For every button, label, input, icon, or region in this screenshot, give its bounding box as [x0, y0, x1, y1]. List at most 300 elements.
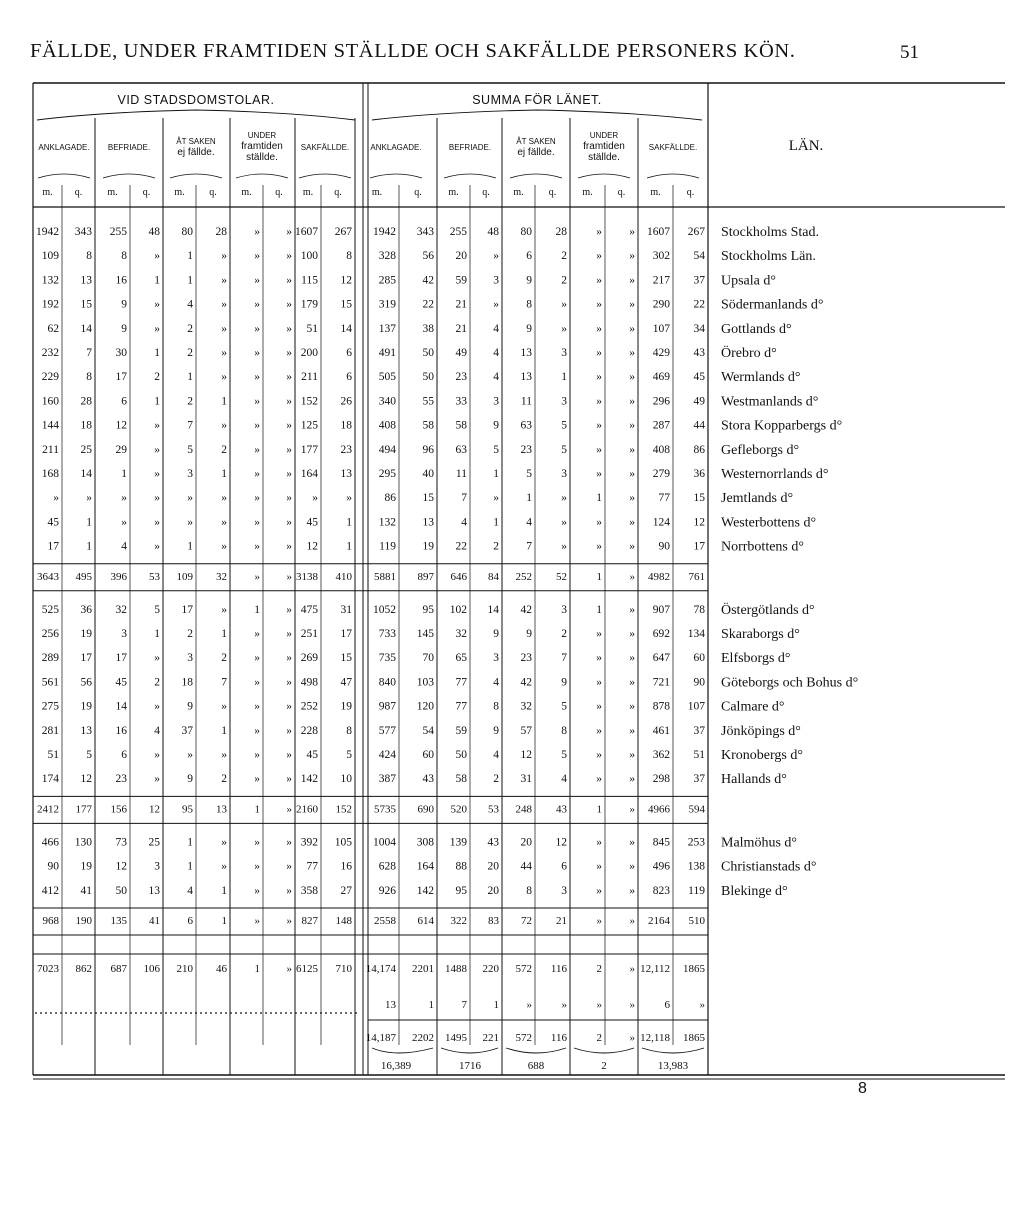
cell-value: » [254, 226, 260, 238]
cell-value: 44 [520, 860, 532, 873]
cell-value: 5 [154, 603, 160, 616]
cell-value: 2 [154, 371, 160, 384]
cell-value: 267 [334, 226, 352, 238]
cell-value: 4 [493, 749, 499, 761]
lan-name: Jemtlands d° [721, 491, 794, 507]
cell-value: » [629, 1032, 635, 1044]
cell-value: 308 [416, 836, 434, 849]
cell-value: » [561, 540, 567, 553]
cell-value: 31 [520, 773, 532, 786]
cell-value: » [493, 492, 499, 505]
cell-value: » [629, 371, 635, 384]
cell-value: 23 [520, 652, 532, 665]
cell-value: » [286, 700, 292, 713]
cell-value: » [629, 226, 635, 238]
column-header: ANKLAGADE. [370, 143, 422, 152]
cell-value: 7 [221, 676, 227, 689]
cell-value: 8 [526, 884, 532, 897]
cell-value: 53 [149, 570, 160, 583]
cell-value: 614 [417, 915, 434, 927]
cell-value: 13 [520, 371, 532, 384]
cell-value: » [286, 371, 292, 384]
cell-value: » [629, 884, 635, 897]
cell-value: » [221, 250, 227, 263]
cell-value: » [286, 884, 292, 897]
cell-value: 12 [555, 836, 567, 849]
cell-value: 62 [47, 322, 59, 335]
cell-value: 3 [493, 652, 499, 665]
lan-name: Stockholms Län. [721, 249, 816, 265]
cell-value: 1 [346, 516, 352, 529]
cell-value: 12 [115, 860, 127, 873]
cell-value: 63 [455, 443, 467, 456]
cell-value: 1495 [445, 1032, 467, 1044]
cell-value: 1 [221, 724, 227, 737]
column-header: ÅT SAKEN [516, 137, 556, 146]
cell-value: » [286, 676, 292, 689]
lan-name: Calmare d° [721, 699, 785, 715]
cell-value: » [221, 516, 227, 529]
cell-value: 12 [149, 803, 160, 816]
cell-value: 20 [487, 860, 499, 873]
lan-name: Gottlands d° [721, 321, 792, 337]
cell-value: 13 [422, 516, 434, 529]
cell-value: » [121, 492, 127, 505]
page-title: FÄLLDE, UNDER FRAMTIDEN STÄLLDE OCH SAKFÄLLDE PERSONERS KÖN. [30, 40, 796, 62]
cell-value: 9 [187, 773, 193, 786]
cell-value: 217 [652, 274, 670, 287]
cell-value: 19 [422, 540, 434, 553]
cell-value: 232 [41, 347, 59, 359]
cell-value: » [596, 322, 602, 335]
cell-value: 19 [80, 700, 92, 713]
cell-value: » [561, 516, 567, 529]
cell-value: 897 [417, 570, 434, 583]
cell-value: 132 [378, 516, 396, 529]
cell-value: » [596, 628, 602, 640]
cell-value: 253 [687, 836, 705, 849]
cell-value: » [221, 371, 227, 384]
cell-value: » [254, 652, 260, 665]
cell-value: 4 [493, 676, 499, 689]
cell-value: 7 [526, 540, 532, 553]
cell-value: 498 [300, 676, 318, 689]
cell-value: 58 [422, 419, 434, 432]
cell-value: 733 [378, 628, 396, 640]
cell-value: 322 [450, 915, 467, 927]
cell-value: 1942 [373, 226, 396, 238]
cell-value: 2 [187, 628, 193, 640]
cell-value: 7 [461, 999, 467, 1011]
cell-value: » [629, 963, 635, 975]
cell-value: 4966 [648, 803, 670, 816]
cell-value: 18 [80, 419, 92, 432]
cell-value: » [629, 274, 635, 287]
cell-value: 1 [221, 395, 227, 408]
cell-value: 25 [80, 443, 92, 456]
cell-value: 495 [75, 570, 92, 583]
column-header: ANKLAGADE. [38, 143, 90, 152]
cell-value: 124 [652, 516, 670, 529]
cell-value: 1 [154, 395, 160, 408]
cell-value: 45 [306, 749, 318, 761]
cell-value: 3 [187, 468, 193, 480]
header-brace [578, 174, 630, 178]
unit-subheading: q. [334, 187, 342, 198]
cell-value: 29 [115, 443, 127, 456]
lan-name: Westernorrlands d° [721, 467, 829, 482]
cell-value: 73 [115, 836, 127, 849]
cell-value: 1 [154, 628, 160, 640]
cell-value: » [286, 226, 292, 238]
cell-value: 11 [455, 468, 467, 480]
cell-value: 6 [561, 860, 567, 873]
cell-value: 42 [520, 603, 532, 616]
cell-value: 13 [385, 999, 396, 1011]
cell-value: » [629, 860, 635, 873]
cell-value: 1 [596, 603, 602, 616]
cell-value: » [629, 803, 635, 816]
cell-value: 4 [561, 773, 567, 786]
cell-value: 8 [561, 724, 567, 737]
cell-value: 3 [561, 347, 567, 359]
cell-value: 1004 [373, 836, 396, 849]
cell-value: » [596, 724, 602, 737]
cell-value: » [286, 274, 292, 287]
cell-value: 14,174 [365, 963, 396, 975]
cell-value: 1 [526, 492, 532, 505]
cell-value: 57 [520, 724, 532, 737]
lan-name: Skaraborgs d° [721, 627, 800, 642]
cell-value: 2202 [412, 1032, 434, 1044]
unit-subheading: q. [209, 187, 217, 198]
lan-name: Örebro d° [721, 346, 777, 361]
cell-value: 4982 [648, 570, 670, 583]
cell-value: » [254, 395, 260, 408]
cell-value: 55 [422, 395, 434, 408]
cell-value: 15 [422, 492, 434, 505]
cell-value: 8 [346, 724, 352, 737]
combine-brace [441, 1048, 498, 1053]
cell-value: » [286, 963, 292, 975]
cell-value: 65 [455, 652, 467, 665]
cell-value: 30 [115, 347, 127, 359]
cell-value: 15 [693, 492, 705, 505]
cell-value: 43 [693, 347, 705, 359]
cell-value: 23 [340, 443, 352, 456]
cell-value: 248 [515, 803, 532, 816]
cell-value: » [286, 468, 292, 480]
cell-value: 14 [340, 322, 352, 335]
cell-value: » [154, 492, 160, 505]
cell-value: » [221, 836, 227, 849]
cell-value: 21 [556, 915, 567, 927]
cell-value: 9 [526, 274, 532, 287]
cell-value: 3 [154, 860, 160, 873]
cell-value: 9 [121, 322, 127, 335]
cell-value: 1 [493, 999, 499, 1011]
cell-value: 177 [300, 443, 318, 456]
cell-value: 2 [493, 540, 499, 553]
cell-value: 1 [561, 371, 567, 384]
lan-name: Hallands d° [721, 772, 787, 788]
cell-value: 95 [422, 603, 434, 616]
cell-value: 15 [80, 298, 92, 311]
cell-value: 845 [652, 836, 670, 849]
cell-value: » [596, 298, 602, 311]
cell-value: 362 [652, 749, 670, 761]
cell-value: » [286, 628, 292, 640]
cell-value: 56 [80, 676, 92, 689]
cell-value: 1 [221, 628, 227, 640]
cell-value: 2412 [37, 803, 59, 816]
cell-value: 36 [693, 468, 705, 480]
cell-value: 287 [652, 419, 670, 432]
cell-value: 840 [378, 676, 396, 689]
unit-subheading: q. [74, 187, 83, 198]
cell-value: 823 [652, 884, 670, 897]
cell-value: 174 [41, 773, 59, 786]
cell-value: 3 [493, 395, 499, 408]
cell-value: 3 [561, 395, 567, 408]
cell-value: 1 [187, 274, 193, 287]
cell-value: » [221, 347, 227, 359]
cell-value: » [154, 773, 160, 786]
cell-value: » [596, 999, 602, 1011]
cell-value: » [121, 516, 127, 529]
cell-value: 496 [652, 860, 670, 873]
cell-value: » [154, 749, 160, 761]
cell-value: » [629, 749, 635, 761]
cell-value: 119 [688, 884, 705, 897]
unit-subheading: m. [107, 187, 118, 198]
cell-value: » [596, 395, 602, 408]
cell-value: 285 [378, 274, 396, 287]
cell-value: » [286, 516, 292, 529]
cell-value: 13 [340, 468, 352, 480]
cell-value: 2 [561, 250, 567, 263]
lan-name: Östergötlands d° [721, 602, 815, 618]
cell-value: 3138 [296, 570, 318, 583]
cell-value: 12 [306, 540, 318, 553]
cell-value: 4 [187, 884, 193, 897]
cell-value: » [254, 749, 260, 761]
cell-value: 16 [340, 860, 352, 873]
cell-value: 2160 [296, 803, 318, 816]
cell-value: » [187, 749, 193, 761]
group-heading-county-sum: SUMMA FÖR LÄNET. [472, 93, 602, 107]
cell-value: » [596, 676, 602, 689]
cell-value: » [286, 652, 292, 665]
cell-value: 9 [561, 676, 567, 689]
cell-value: 343 [416, 226, 434, 238]
cell-value: 12,118 [640, 1032, 670, 1044]
cell-value: 510 [688, 915, 705, 927]
cell-value: 86 [693, 443, 705, 456]
cell-value: » [286, 322, 292, 335]
cell-value: 1 [187, 540, 193, 553]
cell-value: 77 [658, 492, 670, 505]
cell-value: 9 [493, 628, 499, 640]
cell-value: 59 [455, 724, 467, 737]
cell-value: 103 [416, 676, 434, 689]
cell-value: 22 [422, 298, 434, 311]
cell-value: 8 [86, 250, 92, 263]
cell-value: 8 [526, 298, 532, 311]
cell-value: » [493, 250, 499, 263]
cell-value: » [286, 603, 292, 616]
cell-value: 1 [346, 540, 352, 553]
cell-value: 647 [652, 652, 670, 665]
cell-value: 54 [422, 724, 434, 737]
combine-brace [574, 1048, 634, 1053]
unit-subheading: m. [650, 187, 661, 198]
cell-value: 1 [596, 803, 602, 816]
cell-value: 16 [115, 724, 127, 737]
cell-value: 95 [455, 884, 467, 897]
cell-value: 987 [378, 700, 396, 713]
cell-value: » [254, 836, 260, 849]
cell-value: 50 [455, 749, 467, 761]
header-brace [38, 174, 90, 178]
cell-value: 134 [687, 628, 705, 640]
header-brace [647, 174, 699, 178]
cell-value: 77 [455, 700, 467, 713]
cell-value: 48 [487, 226, 499, 238]
cell-value: 298 [652, 773, 670, 786]
cell-value: 2 [187, 395, 193, 408]
cell-value: 4 [493, 371, 499, 384]
cell-value: 120 [416, 700, 434, 713]
cell-value: » [596, 915, 602, 927]
cell-value: 396 [110, 570, 127, 583]
header-brace [170, 174, 222, 178]
cell-value: 192 [41, 298, 59, 311]
combined-total: 2 [601, 1060, 607, 1072]
cell-value: 1 [221, 915, 227, 927]
cell-value: 256 [41, 628, 59, 640]
cell-value: 3643 [37, 570, 59, 583]
cell-value: 38 [422, 322, 434, 335]
cell-value: » [286, 803, 292, 816]
cell-value: 5 [561, 419, 567, 432]
cell-value: 4 [121, 540, 127, 553]
cell-value: 5 [493, 443, 499, 456]
cell-value: 1 [428, 999, 434, 1011]
cell-value: » [187, 516, 193, 529]
cell-value: 2 [221, 443, 227, 456]
cell-value: 100 [300, 250, 318, 263]
cell-value: 8 [121, 250, 127, 263]
cell-value: 168 [41, 468, 59, 480]
cell-value: » [596, 773, 602, 786]
cell-value: 40 [422, 468, 434, 480]
cell-value: » [286, 347, 292, 359]
cell-value: 6 [664, 999, 670, 1011]
unit-subheading: m. [513, 187, 524, 198]
cell-value: 51 [693, 749, 705, 761]
cell-value: 51 [306, 322, 318, 335]
cell-value: » [154, 468, 160, 480]
cell-value: » [596, 250, 602, 263]
cell-value: 424 [378, 749, 396, 761]
cell-value: 37 [693, 274, 705, 287]
cell-value: 302 [652, 250, 670, 263]
cell-value: 520 [450, 803, 467, 816]
unit-subheading: q. [686, 187, 695, 198]
cell-value: 10 [340, 773, 352, 786]
unit-subheading: q. [482, 187, 490, 198]
cell-value: 18 [181, 676, 193, 689]
cell-value: 228 [300, 724, 318, 737]
cell-value: 252 [515, 570, 532, 583]
cell-value: 1 [221, 884, 227, 897]
cell-value: » [254, 773, 260, 786]
cell-value: 646 [450, 570, 467, 583]
cell-value: 59 [455, 274, 467, 287]
cell-value: 50 [422, 347, 434, 359]
cell-value: » [221, 322, 227, 335]
cell-value: 343 [74, 226, 92, 238]
cell-value: » [596, 540, 602, 553]
cell-value: 109 [41, 250, 59, 263]
cell-value: 17 [181, 603, 193, 616]
cell-value: 7 [187, 419, 193, 432]
cell-value: » [629, 250, 635, 263]
cell-value: 6 [121, 395, 127, 408]
cell-value: 340 [378, 395, 396, 408]
cell-value: 8 [346, 250, 352, 263]
cell-value: 3 [561, 603, 567, 616]
cell-value: 577 [378, 724, 396, 737]
cell-value: 84 [488, 570, 499, 583]
cell-value: 5 [86, 749, 92, 761]
lan-name: Gefleborgs d° [721, 442, 800, 458]
cell-value: » [254, 492, 260, 505]
unit-subheading: q. [142, 187, 151, 198]
cell-value: 328 [378, 250, 396, 263]
cell-value: » [221, 860, 227, 873]
cell-value: » [629, 676, 635, 689]
cell-value: » [286, 915, 292, 927]
cell-value: 269 [300, 652, 318, 665]
cell-value: » [596, 884, 602, 897]
cell-value: 138 [687, 860, 705, 873]
cell-value: 8 [86, 371, 92, 384]
cell-value: » [629, 298, 635, 311]
cell-value: 80 [181, 226, 193, 238]
header-brace [103, 174, 155, 178]
column-header: SAKFÄLLDE. [648, 143, 698, 152]
unit-subheading: q. [414, 187, 422, 198]
cell-value: 9 [526, 628, 532, 640]
cell-value: 907 [652, 603, 670, 616]
cell-value: 255 [449, 226, 467, 238]
cell-value: 13 [80, 724, 92, 737]
cell-value: 164 [416, 860, 434, 873]
cell-value: » [254, 274, 260, 287]
cell-value: 42 [520, 676, 532, 689]
cell-value: » [221, 492, 227, 505]
cell-value: 49 [455, 347, 467, 359]
cell-value: 279 [652, 468, 670, 480]
column-header: framtiden [241, 141, 283, 152]
cell-value: » [629, 724, 635, 737]
combine-brace [506, 1048, 566, 1053]
cell-value: » [221, 603, 227, 616]
cell-value: » [154, 516, 160, 529]
cell-value: 14 [80, 468, 92, 480]
